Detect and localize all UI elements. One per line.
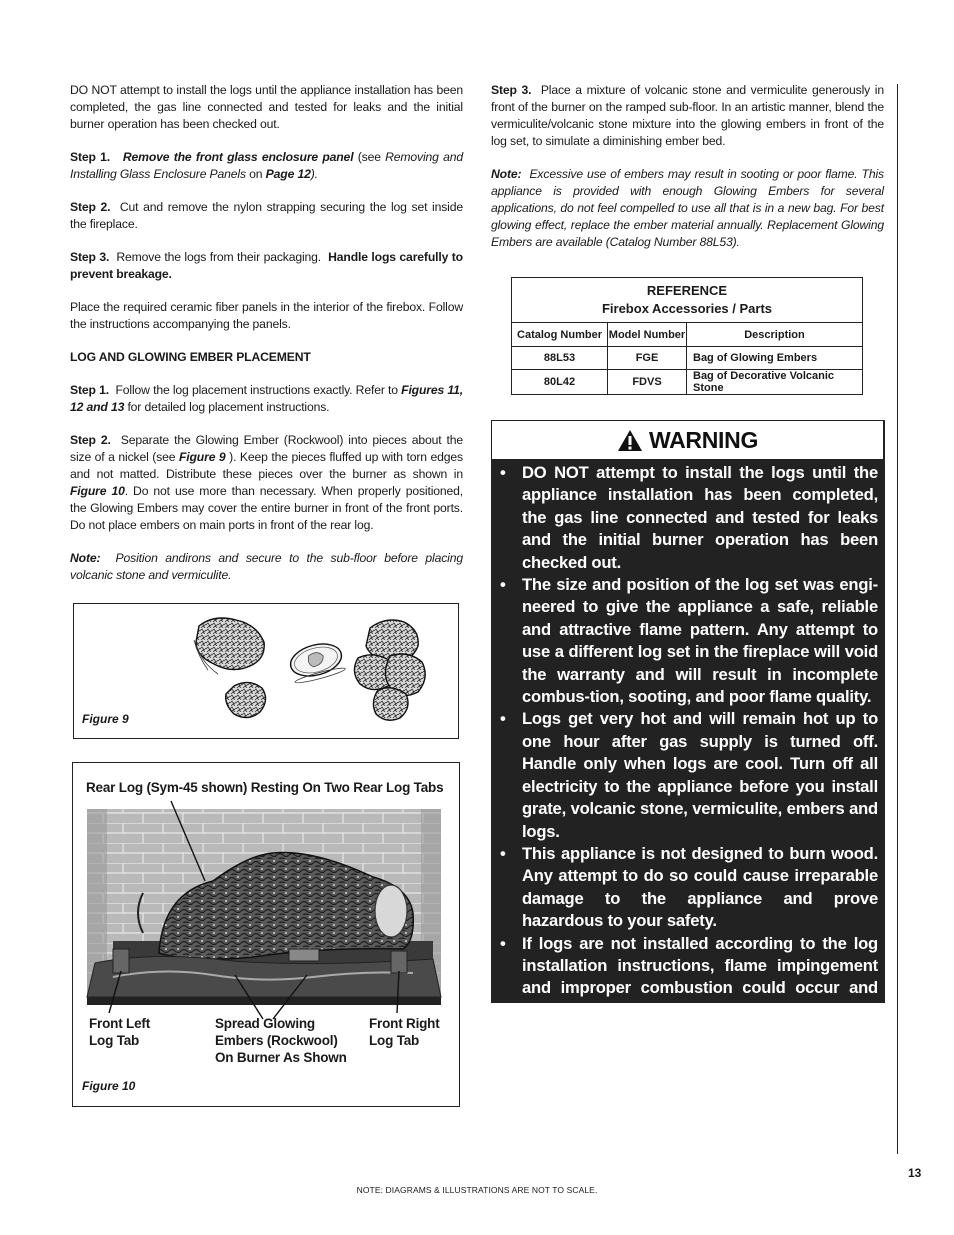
figure-10-caption: Rear Log (Sym-45 shown) Resting On Two Rear Log Tabs <box>86 780 444 795</box>
placement-step-1-label: Step 1. <box>70 383 109 397</box>
note-right <box>491 166 884 251</box>
list-item: • Logs get very hot and will remain hot up to one hour after gas supply is turned off. Handle only when logs are cool. Turn off all electricity to the appliance before you install grate, volcanic stone, vermiculite, embers and logs. <box>500 708 878 842</box>
callout-front-left-line1: Front Left <box>89 1016 150 1031</box>
table-cell: Bag of Decorative Volcanic Stone <box>687 370 863 395</box>
note-left-text: Position andirons and secure to the sub-floor before placing volcanic stone and vermiculite. <box>70 551 463 582</box>
step-3-bold: Handle logs carefully to prevent breakage. <box>70 250 463 281</box>
step-3-text: Remove the logs from their packaging. <box>116 250 322 264</box>
step-1-bold: Remove the front glass enclosure panel <box>122 150 354 164</box>
right-margin-rule <box>897 84 898 1154</box>
callout-front-left <box>89 1015 150 1049</box>
step-1-on: on <box>245 167 266 181</box>
figure-10 <box>72 762 460 1107</box>
note-left-label: Note: <box>70 551 101 565</box>
placement-step-2-a: Separate the Glowing Ember (Rockwool) into pieces about the size of a nickel (see <box>70 433 464 464</box>
reference-title-line2: Firebox Accessories / Parts <box>601 301 773 316</box>
table-row <box>512 347 863 370</box>
placement-step-2-b: ). Keep the pieces fluffed up with torn edges and not matted. Distribute these pieces over the burner as shown in <box>70 450 463 481</box>
ember-clump-2 <box>226 682 266 717</box>
footer-note: NOTE: DIAGRAMS & ILLUSTRATIONS ARE NOT TO SCALE. <box>356 1185 598 1195</box>
callout-front-left-line2: Log Tab <box>89 1033 140 1048</box>
ember-bed <box>87 956 441 997</box>
table-cell: 88L53 <box>512 347 608 370</box>
panels-paragraph: Place the required ceramic fiber panels in the interior of the firebox. Follow the instructions accompanying the panels. <box>70 300 463 331</box>
placement-step-2-fig10: Figure 10 <box>70 484 125 498</box>
placement-step-1-text: Follow the log placement instructions exactly. Refer to <box>115 383 402 397</box>
right-step-3-text: Place a mixture of volcanic stone and vermiculite generously in front of the burner on the ramped sub-floor. In an artistic manner, blend the vermiculite/volcanic stone mixture into the glowing embers in front of the log set, to simulate a diminishing ember bed. <box>491 83 884 148</box>
figure-10-label: Figure 10 <box>82 1079 136 1093</box>
ember-and-nickel-illustration <box>74 604 457 737</box>
placement-step-1-figs: Figures 11, 12 and 13 <box>70 383 463 414</box>
section-heading: LOG AND GLOWING EMBER PLACEMENT <box>70 350 311 364</box>
step-2-text: Cut and remove the nylon strapping securing the log set inside the fireplace. <box>70 200 463 231</box>
callout-embers-line2: Embers (Rockwool) <box>215 1033 338 1048</box>
placement-step-2-c: . Do not use more than necessary. When properly positioned, the Glowing Embers may cover the entire burner in front of the front ports. Do not place embers on main ports in front of the rear log. <box>70 484 463 532</box>
note-right-text: Excessive use of embers may result in sooting or poor flame. This appliance is provided with enough Glowing Embers for several applications, do not feel compelled to use all that is in a new bag. For best glowing effect, replace the ember material annually. Replacement Glowing Embers are available (Catalog Number 88L53). <box>491 167 884 249</box>
table-row <box>512 370 863 395</box>
table-cell: Bag of Glowing Embers <box>687 347 863 370</box>
right-step-3-label: Step 3. <box>491 83 532 97</box>
list-item: • DO NOT attempt to install the logs until the appliance installation has been completed, the gas line connected and tested for leaks and the initial burner operation has been checked out. <box>500 462 878 574</box>
page-number: 13 <box>908 1166 922 1180</box>
table-cell: FDVS <box>608 370 687 395</box>
placement-step-2-fig9: Figure 9 <box>178 450 226 464</box>
callout-embers-line3: On Burner As Shown <box>215 1050 347 1065</box>
reference-table <box>511 277 863 395</box>
front-left-tab <box>113 949 129 973</box>
warning-box <box>491 420 885 1065</box>
callout-front-right-line1: Front Right <box>369 1016 440 1031</box>
figure-9 <box>73 603 459 739</box>
warning-triangle-icon <box>617 429 643 452</box>
step-3-paragraph <box>70 249 463 283</box>
step-1-label: Step 1. <box>70 150 110 164</box>
note-right-label: Note: <box>491 167 522 181</box>
placement-step-2-label: Step 2. <box>70 433 111 447</box>
right-step-3 <box>491 82 884 150</box>
list-item: • The size and position of the log set was engi-neered to give the appliance a safe, reliable and attractive flame pattern. Any attempt to use a different log set in the fireplace will void the warranty and will result in incomplete combus-tion, sooting, and poor flame quality. <box>500 574 878 708</box>
list-item: • If logs are not installed according to the log installation instructions, flame impingement and improper combustion could occur and result in soot and/or excessive production of carbon mon-oxide (CO), a colorless, odorless, toxic gas. <box>500 933 878 1067</box>
step-1-page-ref: Page 12 <box>265 167 311 181</box>
ember-clump-1 <box>196 618 264 670</box>
placement-step-1-end: for detailed log placement instructions. <box>124 400 330 414</box>
step-2-paragraph <box>70 199 463 233</box>
step-1-paragraph <box>70 149 463 183</box>
table-cell: 80L42 <box>512 370 608 395</box>
callout-embers-line1: Spread Glowing <box>215 1016 315 1031</box>
intro-paragraph: DO NOT attempt to install the logs until the appliance installation has been completed, the gas line connected and tested for leaks and the initial burner operation has been checked out. <box>70 83 463 131</box>
step-1-ref: Removing and Installing Glass Enclosure Panels <box>70 150 463 181</box>
warning-list <box>500 462 878 1067</box>
callout-front-right <box>369 1015 440 1049</box>
table-cell: FGE <box>608 347 687 370</box>
placement-step-2 <box>70 432 463 534</box>
step-1-see: (see <box>353 150 386 164</box>
col-description: Description <box>687 323 863 347</box>
list-item: • This appliance is not designed to burn wood. Any attempt to do so could cause irreparable damage to the appliance and prove hazardous to your safety. <box>500 843 878 933</box>
reference-title-line1: REFERENCE <box>646 283 728 298</box>
callout-embers <box>215 1015 347 1066</box>
col-model-number: Model Number <box>608 323 687 347</box>
callout-front-right-line2: Log Tab <box>369 1033 420 1048</box>
warning-header <box>492 421 883 460</box>
step-2-label: Step 2. <box>70 200 111 214</box>
reference-table-title <box>512 278 863 323</box>
figure-9-label: Figure 9 <box>82 712 129 726</box>
step-1-end: ). <box>310 167 318 181</box>
left-column <box>70 82 463 600</box>
placement-step-1 <box>70 382 463 416</box>
col-catalog-number: Catalog Number <box>512 323 608 347</box>
ember-clump-6 <box>373 688 408 721</box>
note-left <box>70 550 463 584</box>
front-right-tab <box>391 951 407 973</box>
step-3-label: Step 3. <box>70 250 110 264</box>
right-column <box>491 82 884 267</box>
nickel-coin <box>287 639 346 685</box>
warning-title: WARNING <box>648 426 759 453</box>
